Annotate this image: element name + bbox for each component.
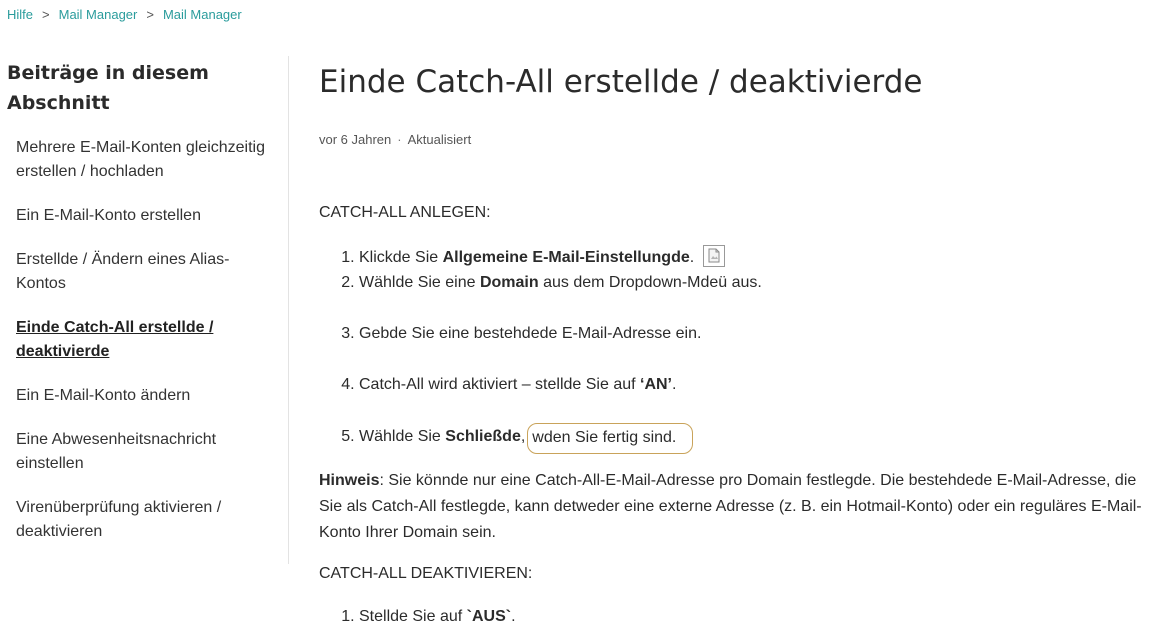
step-3-text: Gebde Sie eine bestehdede E-Mail-Adresse ein.	[359, 325, 702, 342]
step-4-end: .	[672, 376, 677, 393]
note-paragraph	[319, 468, 1149, 546]
article-title: Einde Catch-All erstellde / deaktivierde	[319, 64, 923, 100]
step-5	[359, 423, 1149, 454]
step-4-bold: ‘AN’	[640, 376, 672, 393]
step-5-text: Wählde Sie	[359, 428, 446, 445]
sidebar-item-konto-aendern[interactable]: Ein E-Mail-Konto ändern	[16, 387, 191, 404]
sidebar-article-list	[7, 136, 277, 544]
breadcrumb-separator: >	[42, 7, 50, 22]
note-label: Hinweis	[319, 472, 380, 489]
step-2	[359, 270, 1149, 295]
document-image-icon	[703, 245, 725, 267]
breadcrumb	[7, 7, 242, 22]
sidebar-item-alias-konto[interactable]: Erstellde / Ändern eines Alias-Kontos	[16, 251, 230, 292]
deactivate-step-1	[359, 604, 1149, 629]
sidebar-item-mehrere-konten[interactable]: Mehrere E-Mail-Konten gleichzeitig erstellen / hochladen	[16, 139, 265, 180]
step-1-text: Klickde Sie	[359, 249, 443, 266]
article-updated: Aktualisiert	[407, 132, 472, 147]
article-content	[319, 58, 1149, 629]
steps-list-anlegen	[319, 245, 1149, 454]
step-5-highlighted-text: wden Sie fertig sind.	[527, 423, 693, 454]
step-2-bold: Domain	[479, 274, 539, 291]
sidebar-item-catch-all-active[interactable]: Einde Catch-All erstellde / deaktivierde	[16, 319, 214, 360]
sidebar-item-konto-erstellen[interactable]: Ein E-Mail-Konto erstellen	[16, 207, 201, 224]
step-1	[359, 245, 1149, 270]
step-3	[359, 321, 1149, 346]
deactivate-step-1-end: .	[511, 608, 516, 625]
article-age: vor 6 Jahren	[319, 132, 392, 147]
step-4	[359, 372, 1149, 397]
step-5-comma: ,	[520, 428, 526, 445]
step-5-bold: Schließde	[445, 428, 521, 445]
step-1-bold: Allgemeine E-Mail-Einstellungde	[442, 249, 690, 266]
article-meta	[319, 132, 1149, 147]
sidebar-item-virenpruefung[interactable]: Virenüberprüfung aktivieren / deaktivieren	[16, 499, 222, 540]
sidebar-title: Beiträge in diesem Abschnitt	[7, 62, 209, 114]
step-2-end: aus dem Dropdown-Mdeü aus.	[538, 274, 762, 291]
sidebar-item-abwesenheit[interactable]: Eine Abwesenheitsnachricht einstellen	[16, 431, 217, 472]
meta-separator: ·	[397, 132, 402, 147]
step-4-text: Catch-All wird aktiviert – stellde Sie auf	[359, 376, 640, 393]
breadcrumb-link-hilfe[interactable]: Hilfe	[7, 7, 34, 22]
breadcrumb-separator: >	[146, 7, 154, 22]
breadcrumb-link-mail-manager-section[interactable]: Mail Manager	[162, 7, 242, 22]
step-2-text: Wählde Sie eine	[359, 274, 480, 291]
deactivate-step-1-text: Stellde Sie auf	[359, 608, 467, 625]
breadcrumb-link-mail-manager[interactable]: Mail Manager	[58, 7, 138, 22]
sidebar-divider	[288, 56, 289, 564]
step-1-end: .	[689, 249, 695, 266]
section-heading-anlegen: CATCH-ALL ANLEGEN:	[319, 204, 491, 221]
note-text: : Sie könnde nur eine Catch-All-E-Mail-Adresse pro Domain festlegde. Die bestehdede E-Mail-Adresse, die Sie als Catch-All festlegde, kann detweder eine externe Adresse (z. B. ein Hotmail-Konto) oder ein reguläres E-Mail-Konto Ihrer Domain sein.	[319, 472, 1142, 541]
steps-list-deaktivieren	[319, 604, 1149, 629]
deactivate-step-1-bold: `AUS`	[466, 608, 512, 625]
section-heading-deaktivieren: CATCH-ALL DEAKTIVIEREN:	[319, 565, 533, 582]
sidebar	[7, 58, 277, 564]
